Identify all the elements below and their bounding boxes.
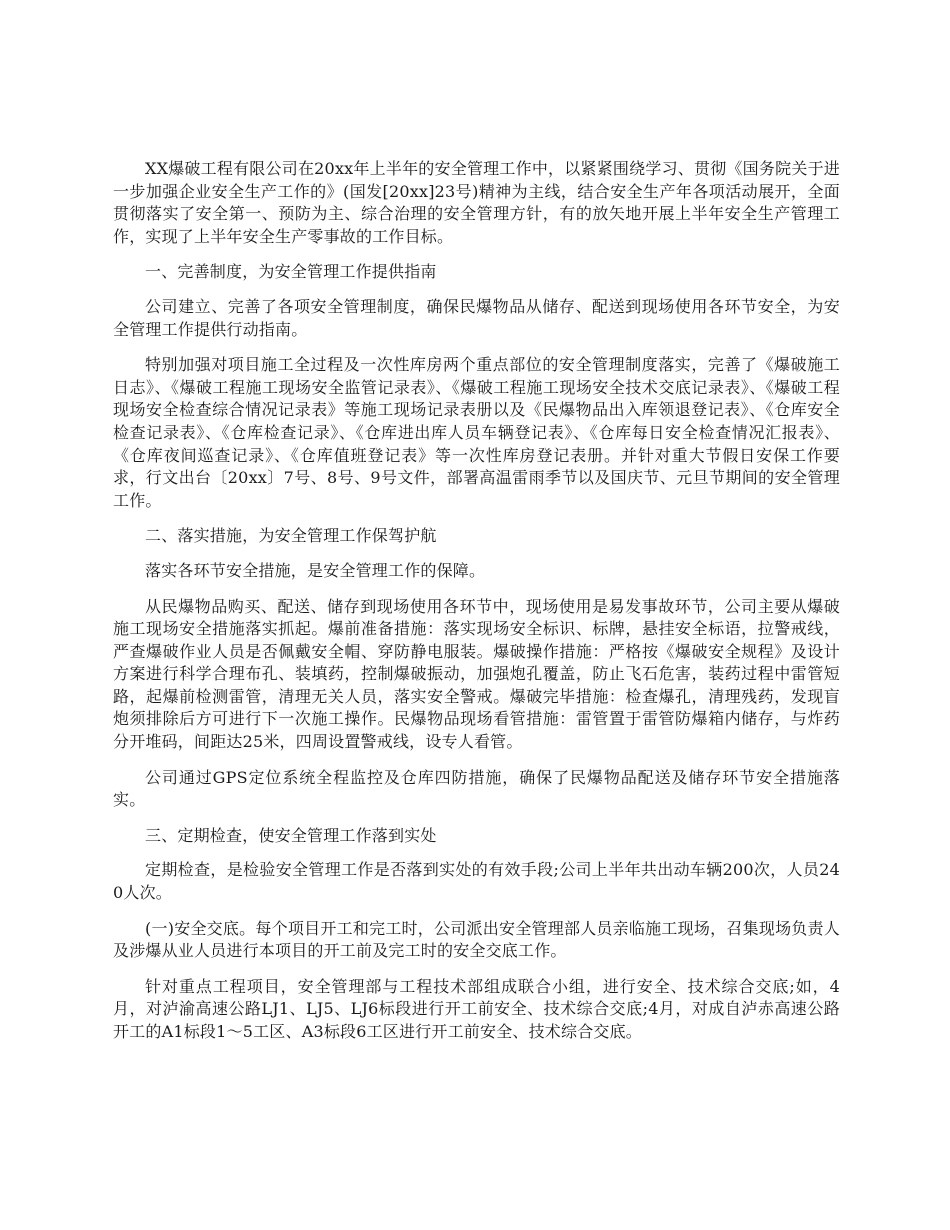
section-heading-3: 三、定期检查，使安全管理工作落到实处 bbox=[145, 825, 437, 845]
body-paragraph: 特别加强对项目施工全过程及一次性库房两个重点部位的安全管理制度落实，完善了《爆破施工日志》、《爆破工程施工现场安全监管记录表》、《爆破工程施工现场安全技术交底记录表》、《爆破工程现场安全检查综合情况记录表》等施工现场记录表册以及《民爆物品出入库领退登记表》、《仓库安全检查记录表》、《仓库检查记录》、《仓库进出库人员车辆登记表》、《仓库每日安全检查情况汇报表》、《仓库夜间巡查记录》、《仓库值班登记表》等一次性库房登记表册。并针对重大节假日安保工作要求，行文出台〔20xx〕7号、8号、9号文件，部署高温雷雨季节以及国庆节、元旦节期间的安全管理工作。 bbox=[113, 355, 840, 510]
body-paragraph: 针对重点工程项目，安全管理部与工程技术部组成联合小组，进行安全、技术综合交底;如，4月，对泸渝高速公路LJ1、LJ5、LJ6标段进行开工前安全、技术综合交底;4月，对成自泸赤高速公路开工的A1标段1～5工区、A3标段6工区进行开工前安全、技术综合交底。 bbox=[113, 976, 840, 1041]
body-paragraph: 公司建立、完善了各项安全管理制度，确保民爆物品从储存、配送到现场使用各环节安全，为安全管理工作提供行动指南。 bbox=[113, 296, 840, 339]
body-paragraph: (一)安全交底。每个项目开工和完工时，公司派出安全管理部人员亲临施工现场，召集现场负责人及涉爆从业人员进行本项目的开工前及完工时的安全交底工作。 bbox=[113, 918, 840, 961]
section-heading-2: 二、落实措施，为安全管理工作保驾护航 bbox=[145, 526, 437, 546]
body-paragraph: 落实各环节安全措施，是安全管理工作的保障。 bbox=[145, 560, 486, 580]
intro-paragraph: XX爆破工程有限公司在20xx年上半年的安全管理工作中，以紧紧围绕学习、贯彻《国务院关于进一步加强企业安全生产工作的》(国发[20xx]23号)精神为主线，结合安全生产年各项活动展开，全面贯彻落实了安全第一、预防为主、综合治理的安全管理方针，有的放矢地开展上半年安全生产管理工作，实现了上半年安全生产零事故的工作目标。 bbox=[113, 159, 840, 246]
body-paragraph: 公司通过GPS定位系统全程监控及仓库四防措施，确保了民爆物品配送及储存环节安全措施落实。 bbox=[113, 767, 840, 810]
body-paragraph: 从民爆物品购买、配送、储存到现场使用各环节中，现场使用是易发事故环节，公司主要从爆破施工现场安全措施落实抓起。爆前准备措施：落实现场安全标识、标牌，悬挂安全标语，拉警戒线，严查爆破作业人员是否佩戴安全帽、穿防静电服装。爆破操作措施：严格按《爆破安全规程》及设计方案进行科学合理布孔、装填药，控制爆破振动，加强炮孔覆盖，防止飞石危害，装药过程中雷管短路，起爆前检测雷管，清理无关人员，落实安全警戒。爆破完毕措施：检查爆孔，清理残药，发现盲炮须排除后方可进行下一次施工操作。民爆物品现场看管措施：雷管置于雷管防爆箱内储存，与炸药分开堆码，间距达25米，四周设置警戒线，设专人看管。 bbox=[113, 596, 840, 752]
body-paragraph: 定期检查，是检验安全管理工作是否落到实处的有效手段;公司上半年共出动车辆200次，人员240人次。 bbox=[113, 860, 840, 903]
document-body bbox=[113, 158, 840, 1057]
section-heading-1: 一、完善制度，为安全管理工作提供指南 bbox=[145, 262, 437, 282]
